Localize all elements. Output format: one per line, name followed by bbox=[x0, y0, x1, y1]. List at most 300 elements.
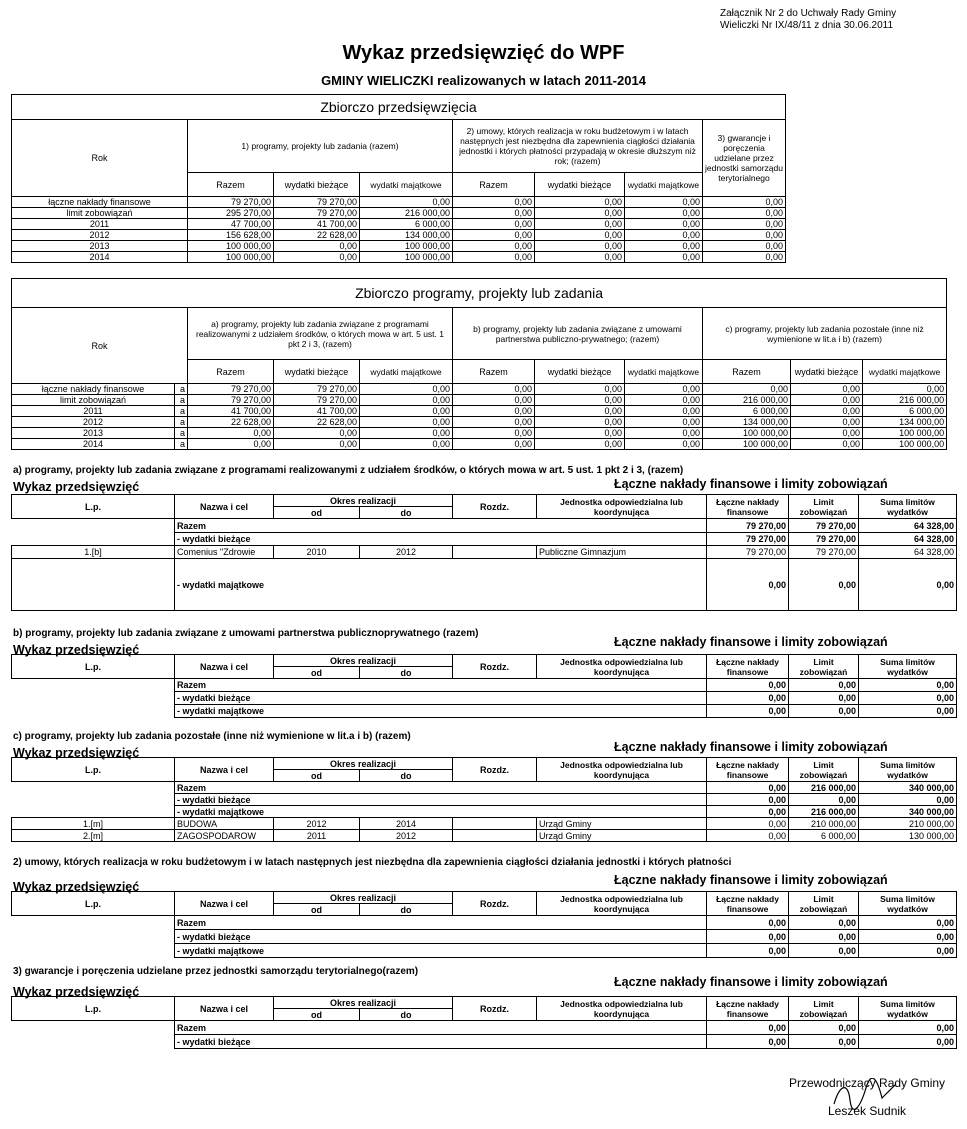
razem-laczne: 0,00 bbox=[707, 916, 789, 930]
value-cell: 0,00 bbox=[703, 219, 786, 230]
section-3-title: 3) gwarancje i poręczenia udzielane przez jednostki samorządu terytorialnego(razem) bbox=[13, 966, 419, 977]
value-cell: 0,00 bbox=[625, 252, 703, 263]
rok-header: Rok bbox=[12, 120, 188, 197]
value-cell: 0,00 bbox=[453, 219, 535, 230]
section-a-wykaz: Wykaz przedsięwzięć bbox=[13, 480, 140, 494]
value-cell: 0,00 bbox=[360, 417, 453, 428]
od-header: od bbox=[274, 904, 360, 916]
value-cell: 79 270,00 bbox=[188, 197, 274, 208]
group-b-header: b) programy, projekty lub zadania związane z umowami partnerstwa publiczno-prywatnego; (razem) bbox=[453, 308, 703, 360]
group-1-header: 1) programy, projekty lub zadania (razem) bbox=[188, 120, 453, 173]
summary-1-heading: Zbiorczo przedsięwzięcia bbox=[12, 95, 786, 120]
item-nazwa: ZAGOSPODAROW bbox=[175, 830, 274, 842]
section-3-table bbox=[11, 996, 957, 1049]
lp-header: L.p. bbox=[12, 655, 175, 679]
limit-header: Limit zobowiązań bbox=[789, 997, 859, 1021]
group-a-header: a) programy, projekty lub zadania związane z programami realizowanymi z udziałem środków, o których mowa w art. 5 ust. 1 pkt 2 i 3, (razem) bbox=[188, 308, 453, 360]
biezace-laczne: 0,00 bbox=[707, 930, 789, 944]
majatkowe-laczne: 0,00 bbox=[707, 559, 789, 611]
do-header: do bbox=[360, 507, 453, 519]
value-cell: 0,00 bbox=[535, 208, 625, 219]
value-cell: 47 700,00 bbox=[188, 219, 274, 230]
row-marker: a bbox=[175, 439, 188, 450]
row-label: 2013 bbox=[12, 241, 188, 252]
item-rozdz bbox=[453, 818, 537, 830]
value-cell: 0,00 bbox=[535, 230, 625, 241]
rozdz-header: Rozdz. bbox=[453, 892, 537, 916]
do-header: do bbox=[360, 770, 453, 782]
value-cell: 100 000,00 bbox=[360, 241, 453, 252]
lp-header: L.p. bbox=[12, 892, 175, 916]
nazwa-header: Nazwa i cel bbox=[175, 892, 274, 916]
value-cell: 0,00 bbox=[274, 252, 360, 263]
section-a-table bbox=[11, 494, 957, 611]
value-cell: 0,00 bbox=[625, 219, 703, 230]
value-cell: 0,00 bbox=[625, 439, 703, 450]
value-cell: 0,00 bbox=[535, 219, 625, 230]
row-marker: a bbox=[175, 395, 188, 406]
section-b-title: b) programy, projekty lub zadania związane z umowami partnerstwa publicznoprywatnego (razem) bbox=[13, 628, 479, 639]
value-cell: 0,00 bbox=[535, 417, 625, 428]
do-header: do bbox=[360, 904, 453, 916]
limit-header: Limit zobowiązań bbox=[789, 655, 859, 679]
table-row bbox=[12, 818, 957, 830]
table-row bbox=[12, 417, 947, 428]
biezace-laczne: 79 270,00 bbox=[707, 533, 789, 546]
table-row bbox=[12, 197, 786, 208]
jednostka-header: Jednostka odpowiedzialna lub koordynująca bbox=[537, 655, 707, 679]
od-header: od bbox=[274, 507, 360, 519]
item-do: 2014 bbox=[360, 818, 453, 830]
col-biezace: wydatki bieżące bbox=[274, 173, 360, 197]
value-cell: 0,00 bbox=[625, 406, 703, 417]
razem-label: Razem bbox=[175, 782, 707, 794]
value-cell: 0,00 bbox=[274, 439, 360, 450]
row-label: 2012 bbox=[12, 417, 175, 428]
value-cell: 0,00 bbox=[703, 241, 786, 252]
col-biezace: wydatki bieżące bbox=[274, 360, 360, 384]
table-row bbox=[12, 830, 957, 842]
section-a-lnf: Łączne nakłady finansowe i limity zobowiązań bbox=[614, 477, 888, 491]
value-cell: 79 270,00 bbox=[274, 395, 360, 406]
table-row bbox=[12, 384, 947, 395]
row-label: łączne nakłady finansowe bbox=[12, 384, 175, 395]
okres-header: Okres realizacji bbox=[274, 495, 453, 507]
row-marker: a bbox=[175, 417, 188, 428]
razem-label: Razem bbox=[175, 679, 707, 692]
majatkowe-label: - wydatki majątkowe bbox=[175, 559, 707, 611]
value-cell: 0,00 bbox=[453, 252, 535, 263]
razem-suma: 340 000,00 bbox=[859, 782, 957, 794]
item-jednostka: Urząd Gminy bbox=[537, 818, 707, 830]
value-cell: 0,00 bbox=[703, 384, 791, 395]
row-label: 2014 bbox=[12, 439, 175, 450]
table-row bbox=[12, 546, 957, 559]
item-od: 2011 bbox=[274, 830, 360, 842]
biezace-limit: 0,00 bbox=[789, 692, 859, 705]
value-cell: 216 000,00 bbox=[360, 208, 453, 219]
jednostka-header: Jednostka odpowiedzialna lub koordynująca bbox=[537, 758, 707, 782]
item-nazwa: Comenius "Zdrowie bbox=[175, 546, 274, 559]
od-header: od bbox=[274, 667, 360, 679]
table-row bbox=[12, 439, 947, 450]
section-c-table bbox=[11, 757, 957, 842]
razem-limit: 79 270,00 bbox=[789, 519, 859, 533]
value-cell: 0,00 bbox=[703, 208, 786, 219]
biezace-laczne: 0,00 bbox=[707, 1035, 789, 1049]
nazwa-header: Nazwa i cel bbox=[175, 758, 274, 782]
do-header: do bbox=[360, 667, 453, 679]
razem-suma: 0,00 bbox=[859, 679, 957, 692]
laczne-header: Łączne nakłady finansowe bbox=[707, 758, 789, 782]
value-cell: 0,00 bbox=[625, 197, 703, 208]
biezace-limit: 79 270,00 bbox=[789, 533, 859, 546]
item-rozdz bbox=[453, 830, 537, 842]
section-3-lnf: Łączne nakłady finansowe i limity zobowiązań bbox=[614, 975, 888, 989]
section-b-wykaz: Wykaz przedsięwzięć bbox=[13, 643, 140, 657]
nazwa-header: Nazwa i cel bbox=[175, 495, 274, 519]
razem-limit: 216 000,00 bbox=[789, 782, 859, 794]
item-laczne: 79 270,00 bbox=[707, 546, 789, 559]
biezace-label: - wydatki bieżące bbox=[175, 1035, 707, 1049]
razem-laczne: 0,00 bbox=[707, 1021, 789, 1035]
rok-header: Rok bbox=[12, 308, 188, 384]
item-suma: 64 328,00 bbox=[859, 546, 957, 559]
value-cell: 0,00 bbox=[535, 439, 625, 450]
laczne-header: Łączne nakłady finansowe bbox=[707, 655, 789, 679]
col-biezace: wydatki bieżące bbox=[535, 360, 625, 384]
item-jednostka: Publiczne Gimnazjum bbox=[537, 546, 707, 559]
razem-label: Razem bbox=[175, 519, 707, 533]
value-cell: 100 000,00 bbox=[360, 252, 453, 263]
laczne-header: Łączne nakłady finansowe bbox=[707, 495, 789, 519]
value-cell: 22 628,00 bbox=[274, 417, 360, 428]
value-cell: 0,00 bbox=[791, 395, 863, 406]
biezace-suma: 0,00 bbox=[859, 692, 957, 705]
table-row bbox=[12, 428, 947, 439]
biezace-suma: 0,00 bbox=[859, 794, 957, 806]
limit-header: Limit zobowiązań bbox=[789, 495, 859, 519]
suma-header: Suma limitów wydatków bbox=[859, 495, 957, 519]
table-row bbox=[12, 208, 786, 219]
group-2-header: 2) umowy, których realizacja w roku budżetowym i w latach następnych jest niezbędna dla zapewnienia ciągłości działania jednostki i których płatności przypadają w okresie dłuższym niż rok; (razem) bbox=[453, 120, 703, 173]
row-label: 2012 bbox=[12, 230, 188, 241]
value-cell: 79 270,00 bbox=[274, 197, 360, 208]
col-biezace: wydatki bieżące bbox=[535, 173, 625, 197]
value-cell: 0,00 bbox=[453, 230, 535, 241]
biezace-suma: 0,00 bbox=[859, 1035, 957, 1049]
value-cell: 0,00 bbox=[188, 428, 274, 439]
item-lp: 1.[m] bbox=[12, 818, 175, 830]
rozdz-header: Rozdz. bbox=[453, 997, 537, 1021]
item-suma: 130 000,00 bbox=[859, 830, 957, 842]
col-razem: Razem bbox=[453, 360, 535, 384]
value-cell: 134 000,00 bbox=[863, 417, 947, 428]
suma-header: Suma limitów wydatków bbox=[859, 892, 957, 916]
signature-name: Leszek Sudnik bbox=[828, 1104, 907, 1118]
razem-laczne: 0,00 bbox=[707, 782, 789, 794]
majatkowe-laczne: 0,00 bbox=[707, 705, 789, 718]
item-lp: 1.[b] bbox=[12, 546, 175, 559]
value-cell: 0,00 bbox=[360, 428, 453, 439]
razem-suma: 0,00 bbox=[859, 916, 957, 930]
item-suma: 210 000,00 bbox=[859, 818, 957, 830]
value-cell: 79 270,00 bbox=[188, 395, 274, 406]
value-cell: 0,00 bbox=[625, 417, 703, 428]
value-cell: 295 270,00 bbox=[188, 208, 274, 219]
biezace-label: - wydatki bieżące bbox=[175, 692, 707, 705]
section-2-title: 2) umowy, których realizacja w roku budżetowym i w latach następnych jest niezbędna dla zapewnienia ciągłości działania jednostki i których płatności bbox=[13, 857, 732, 868]
page-subtitle: GMINY WIELICZKI realizowanych w latach 2011-2014 bbox=[321, 73, 646, 88]
section-a-title: a) programy, projekty lub zadania związane z programami realizowanymi z udziałem środków, o których mowa w art. 5 ust. 1 pkt 2 i 3, (razem) bbox=[13, 465, 684, 476]
value-cell: 0,00 bbox=[360, 197, 453, 208]
value-cell: 0,00 bbox=[453, 395, 535, 406]
biezace-label: - wydatki bieżące bbox=[175, 930, 707, 944]
suma-header: Suma limitów wydatków bbox=[859, 758, 957, 782]
value-cell: 100 000,00 bbox=[188, 252, 274, 263]
section-2-table bbox=[11, 891, 957, 958]
section-2-lnf: Łączne nakłady finansowe i limity zobowiązań bbox=[614, 873, 888, 887]
value-cell: 0,00 bbox=[453, 241, 535, 252]
col-razem: Razem bbox=[453, 173, 535, 197]
value-cell: 0,00 bbox=[360, 439, 453, 450]
item-jednostka: Urząd Gminy bbox=[537, 830, 707, 842]
item-lp: 2.[m] bbox=[12, 830, 175, 842]
value-cell: 0,00 bbox=[535, 197, 625, 208]
col-majatkowe: wydatki majątkowe bbox=[625, 360, 703, 384]
value-cell: 0,00 bbox=[453, 384, 535, 395]
biezace-label: - wydatki bieżące bbox=[175, 533, 707, 546]
razem-label: Razem bbox=[175, 1021, 707, 1035]
value-cell: 100 000,00 bbox=[188, 241, 274, 252]
value-cell: 6 000,00 bbox=[863, 406, 947, 417]
value-cell: 100 000,00 bbox=[863, 439, 947, 450]
value-cell: 0,00 bbox=[863, 384, 947, 395]
biezace-limit: 0,00 bbox=[789, 930, 859, 944]
majatkowe-suma: 0,00 bbox=[859, 705, 957, 718]
biezace-suma: 0,00 bbox=[859, 930, 957, 944]
rozdz-header: Rozdz. bbox=[453, 495, 537, 519]
row-label: 2013 bbox=[12, 428, 175, 439]
value-cell: 0,00 bbox=[535, 428, 625, 439]
value-cell: 134 000,00 bbox=[703, 417, 791, 428]
suma-header: Suma limitów wydatków bbox=[859, 997, 957, 1021]
value-cell: 0,00 bbox=[625, 428, 703, 439]
section-2-wykaz: Wykaz przedsięwzięć bbox=[13, 880, 140, 894]
jednostka-header: Jednostka odpowiedzialna lub koordynująca bbox=[537, 495, 707, 519]
rozdz-header: Rozdz. bbox=[453, 758, 537, 782]
row-label: limit zobowiązań bbox=[12, 395, 175, 406]
summary-table-2 bbox=[11, 278, 947, 450]
value-cell: 0,00 bbox=[703, 230, 786, 241]
majatkowe-label: - wydatki majątkowe bbox=[175, 705, 707, 718]
suma-header: Suma limitów wydatków bbox=[859, 655, 957, 679]
lp-header: L.p. bbox=[12, 495, 175, 519]
value-cell: 0,00 bbox=[625, 384, 703, 395]
value-cell: 41 700,00 bbox=[274, 406, 360, 417]
value-cell: 0,00 bbox=[535, 395, 625, 406]
value-cell: 6 000,00 bbox=[703, 406, 791, 417]
majatkowe-label: - wydatki majątkowe bbox=[175, 944, 707, 958]
lp-header: L.p. bbox=[12, 758, 175, 782]
limit-header: Limit zobowiązań bbox=[789, 892, 859, 916]
item-limit: 6 000,00 bbox=[789, 830, 859, 842]
value-cell: 22 628,00 bbox=[188, 417, 274, 428]
section-c-title: c) programy, projekty lub zadania pozostałe (inne niż wymienione w lit.a i b) (razem) bbox=[13, 731, 411, 742]
rozdz-header: Rozdz. bbox=[453, 655, 537, 679]
od-header: od bbox=[274, 1009, 360, 1021]
value-cell: 0,00 bbox=[453, 417, 535, 428]
majatkowe-laczne: 0,00 bbox=[707, 806, 789, 818]
value-cell: 22 628,00 bbox=[274, 230, 360, 241]
razem-laczne: 79 270,00 bbox=[707, 519, 789, 533]
majatkowe-limit: 216 000,00 bbox=[789, 806, 859, 818]
section-c-lnf: Łączne nakłady finansowe i limity zobowiązań bbox=[614, 740, 888, 754]
majatkowe-suma: 0,00 bbox=[859, 559, 957, 611]
row-label: limit zobowiązań bbox=[12, 208, 188, 219]
item-od: 2010 bbox=[274, 546, 360, 559]
okres-header: Okres realizacji bbox=[274, 655, 453, 667]
value-cell: 0,00 bbox=[453, 439, 535, 450]
value-cell: 0,00 bbox=[453, 406, 535, 417]
value-cell: 79 270,00 bbox=[274, 208, 360, 219]
okres-header: Okres realizacji bbox=[274, 997, 453, 1009]
attachment-note bbox=[720, 8, 896, 32]
lp-header: L.p. bbox=[12, 997, 175, 1021]
jednostka-header: Jednostka odpowiedzialna lub koordynująca bbox=[537, 892, 707, 916]
value-cell: 0,00 bbox=[703, 252, 786, 263]
value-cell: 0,00 bbox=[453, 208, 535, 219]
value-cell: 0,00 bbox=[625, 241, 703, 252]
od-header: od bbox=[274, 770, 360, 782]
attachment-line-2: Wieliczki Nr IX/48/11 z dnia 30.06.2011 bbox=[720, 20, 894, 31]
col-razem: Razem bbox=[188, 173, 274, 197]
table-row bbox=[12, 406, 947, 417]
col-razem: Razem bbox=[188, 360, 274, 384]
table-row bbox=[12, 241, 786, 252]
value-cell: 0,00 bbox=[791, 428, 863, 439]
col-razem: Razem bbox=[703, 360, 791, 384]
attachment-line-1: Załącznik Nr 2 do Uchwały Rady Gminy bbox=[720, 8, 897, 19]
value-cell: 79 270,00 bbox=[274, 384, 360, 395]
biezace-suma: 64 328,00 bbox=[859, 533, 957, 546]
biezace-limit: 0,00 bbox=[789, 1035, 859, 1049]
item-limit: 79 270,00 bbox=[789, 546, 859, 559]
value-cell: 79 270,00 bbox=[188, 384, 274, 395]
group-c-header: c) programy, projekty lub zadania pozostałe (inne niż wymienione w lit.a i b) (razem) bbox=[703, 308, 947, 360]
section-b-table bbox=[11, 654, 957, 718]
razem-limit: 0,00 bbox=[789, 679, 859, 692]
value-cell: 0,00 bbox=[453, 197, 535, 208]
signature-role: Przewodniczący Rady Gminy bbox=[789, 1076, 946, 1090]
summary-2-heading: Zbiorczo programy, projekty lub zadania bbox=[12, 279, 947, 308]
majatkowe-laczne: 0,00 bbox=[707, 944, 789, 958]
value-cell: 0,00 bbox=[791, 384, 863, 395]
laczne-header: Łączne nakłady finansowe bbox=[707, 892, 789, 916]
section-b-lnf: Łączne nakłady finansowe i limity zobowiązań bbox=[614, 635, 888, 649]
section-c-wykaz: Wykaz przedsięwzięć bbox=[13, 746, 140, 760]
value-cell: 0,00 bbox=[274, 428, 360, 439]
okres-header: Okres realizacji bbox=[274, 758, 453, 770]
row-label: 2011 bbox=[12, 406, 175, 417]
do-header: do bbox=[360, 1009, 453, 1021]
row-marker: a bbox=[175, 384, 188, 395]
laczne-header: Łączne nakłady finansowe bbox=[707, 997, 789, 1021]
item-laczne: 0,00 bbox=[707, 818, 789, 830]
razem-limit: 0,00 bbox=[789, 916, 859, 930]
biezace-limit: 0,00 bbox=[789, 794, 859, 806]
value-cell: 41 700,00 bbox=[274, 219, 360, 230]
value-cell: 0,00 bbox=[625, 395, 703, 406]
okres-header: Okres realizacji bbox=[274, 892, 453, 904]
row-label: 2014 bbox=[12, 252, 188, 263]
majatkowe-limit: 0,00 bbox=[789, 944, 859, 958]
razem-suma: 0,00 bbox=[859, 1021, 957, 1035]
page-title: Wykaz przedsięwzięć do WPF bbox=[342, 42, 625, 64]
row-label: 2011 bbox=[12, 219, 188, 230]
majatkowe-suma: 340 000,00 bbox=[859, 806, 957, 818]
value-cell: 0,00 bbox=[791, 417, 863, 428]
nazwa-header: Nazwa i cel bbox=[175, 655, 274, 679]
item-nazwa: BUDOWA bbox=[175, 818, 274, 830]
razem-suma: 64 328,00 bbox=[859, 519, 957, 533]
row-marker: a bbox=[175, 428, 188, 439]
col-majatkowe: wydatki majątkowe bbox=[863, 360, 947, 384]
limit-header: Limit zobowiązań bbox=[789, 758, 859, 782]
value-cell: 0,00 bbox=[360, 406, 453, 417]
col-majatkowe: wydatki majątkowe bbox=[625, 173, 703, 197]
value-cell: 0,00 bbox=[535, 406, 625, 417]
value-cell: 41 700,00 bbox=[188, 406, 274, 417]
value-cell: 0,00 bbox=[703, 197, 786, 208]
value-cell: 0,00 bbox=[625, 230, 703, 241]
col-majatkowe: wydatki majątkowe bbox=[360, 360, 453, 384]
razem-label: Razem bbox=[175, 916, 707, 930]
value-cell: 0,00 bbox=[625, 208, 703, 219]
value-cell: 0,00 bbox=[360, 395, 453, 406]
value-cell: 216 000,00 bbox=[863, 395, 947, 406]
row-label: łączne nakłady finansowe bbox=[12, 197, 188, 208]
value-cell: 100 000,00 bbox=[703, 439, 791, 450]
table-row bbox=[12, 230, 786, 241]
value-cell: 0,00 bbox=[791, 439, 863, 450]
value-cell: 100 000,00 bbox=[863, 428, 947, 439]
value-cell: 0,00 bbox=[453, 428, 535, 439]
razem-limit: 0,00 bbox=[789, 1021, 859, 1035]
biezace-label: - wydatki bieżące bbox=[175, 794, 707, 806]
value-cell: 0,00 bbox=[360, 384, 453, 395]
jednostka-header: Jednostka odpowiedzialna lub koordynująca bbox=[537, 997, 707, 1021]
value-cell: 216 000,00 bbox=[703, 395, 791, 406]
value-cell: 0,00 bbox=[535, 241, 625, 252]
value-cell: 0,00 bbox=[535, 384, 625, 395]
majatkowe-limit: 0,00 bbox=[789, 705, 859, 718]
value-cell: 0,00 bbox=[791, 406, 863, 417]
majatkowe-label: - wydatki majątkowe bbox=[175, 806, 707, 818]
table-row bbox=[12, 219, 786, 230]
value-cell: 156 628,00 bbox=[188, 230, 274, 241]
majatkowe-suma: 0,00 bbox=[859, 944, 957, 958]
col-majatkowe: wydatki majątkowe bbox=[360, 173, 453, 197]
value-cell: 134 000,00 bbox=[360, 230, 453, 241]
razem-laczne: 0,00 bbox=[707, 679, 789, 692]
summary-table-1 bbox=[11, 94, 786, 263]
majatkowe-limit: 0,00 bbox=[789, 559, 859, 611]
section-3-wykaz: Wykaz przedsięwzięć bbox=[13, 985, 140, 999]
group-3-header: 3) gwarancje i poręczenia udzielane przez jednostki samorządu terytorialnego bbox=[703, 120, 786, 197]
col-biezace: wydatki bieżące bbox=[791, 360, 863, 384]
item-rozdz bbox=[453, 546, 537, 559]
